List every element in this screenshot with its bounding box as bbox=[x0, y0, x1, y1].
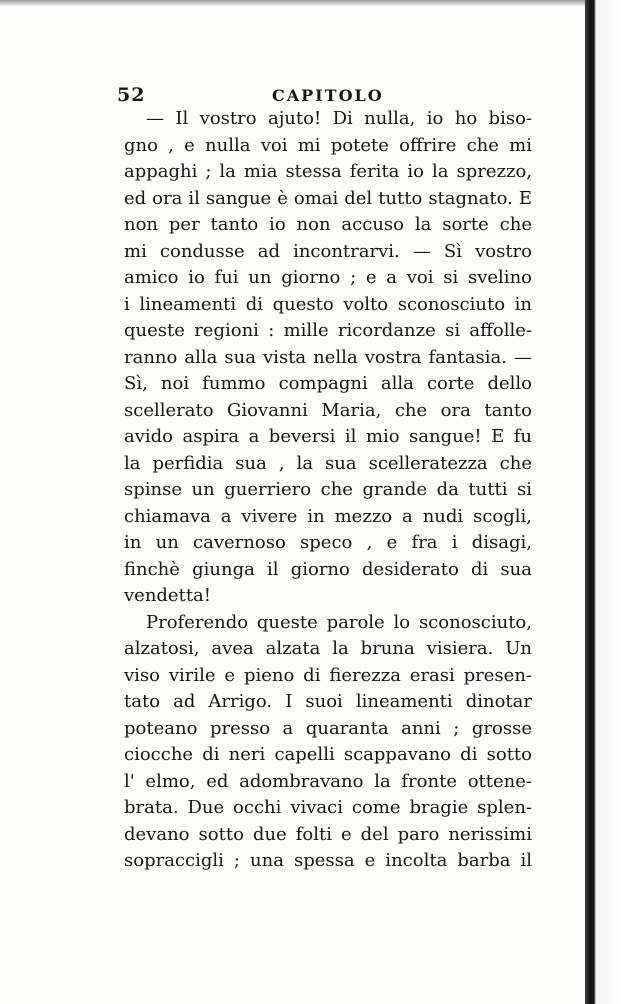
page-number: 52 bbox=[117, 84, 146, 106]
text-line: spinse un guerriero che grande da tutti si bbox=[124, 479, 532, 500]
running-title: CAPITOLO bbox=[272, 86, 384, 105]
book-spine-shadow bbox=[585, 0, 624, 1004]
text-line: amico io fui un giorno ; e a voi si svelino bbox=[124, 267, 532, 288]
text-line: brata. Due occhi vivaci come bragie splen- bbox=[124, 797, 532, 818]
body-text bbox=[124, 106, 532, 875]
text-line: in un cavernoso speco , e fra i disagi, bbox=[124, 532, 532, 553]
text-line: — Il vostro ajuto! Di nulla, io ho biso- bbox=[146, 108, 532, 129]
text-line: vendetta! bbox=[124, 585, 212, 606]
text-line: avido aspira a beversi il mio sangue! E fu bbox=[124, 426, 532, 447]
text-line: queste regioni : mille ricordanze si affolle- bbox=[124, 320, 532, 341]
text-line: ranno alla sua vista nella vostra fantasia. — bbox=[124, 346, 532, 368]
text-line: ed ora il sangue è omai del tutto stagnato. E bbox=[124, 187, 532, 209]
text-line: gno , e nulla voi mi potete offrire che mi bbox=[124, 134, 532, 156]
text-line: appaghi ; la mia stessa ferita io la sprezzo, bbox=[124, 161, 532, 182]
text-line: ciocche di neri capelli scappavano di sotto bbox=[124, 744, 532, 765]
page-top-edge bbox=[0, 0, 624, 6]
text-line: viso virile e pieno di fierezza erasi presen- bbox=[124, 664, 532, 686]
text-line: devano sotto due folti e del paro nerissimi bbox=[124, 823, 532, 845]
text-line: l' elmo, ed adombravano la fronte ottene- bbox=[124, 770, 532, 792]
page-header bbox=[112, 84, 532, 108]
text-line: Sì, noi fummo compagni alla corte dello bbox=[124, 373, 532, 394]
text-line: poteano presso a quaranta anni ; grosse bbox=[124, 717, 532, 739]
text-line: scellerato Giovanni Maria, che ora tanto bbox=[124, 399, 532, 421]
text-line: i lineamenti di questo volto sconosciuto in bbox=[124, 293, 532, 315]
text-line: alzatosi, avea alzata la bruna visiera. Un bbox=[124, 638, 532, 659]
text-line: tato ad Arrigo. I suoi lineamenti dinotar bbox=[124, 691, 532, 712]
text-line: chiamava a vivere in mezzo a nudi scogli, bbox=[124, 505, 532, 527]
text-line: sopraccigli ; una spessa e incolta barba il bbox=[124, 850, 532, 871]
text-line: mi condusse ad incontrarvi. — Sì vostro bbox=[124, 240, 532, 262]
text-line: finchè giunga il giorno desiderato di sua bbox=[124, 558, 532, 580]
text-line: non per tanto io non accuso la sorte che bbox=[124, 214, 532, 235]
text-line: la perfidia sua , la sua scelleratezza che bbox=[124, 452, 532, 474]
text-line: Proferendo queste parole lo sconosciuto, bbox=[146, 611, 532, 633]
